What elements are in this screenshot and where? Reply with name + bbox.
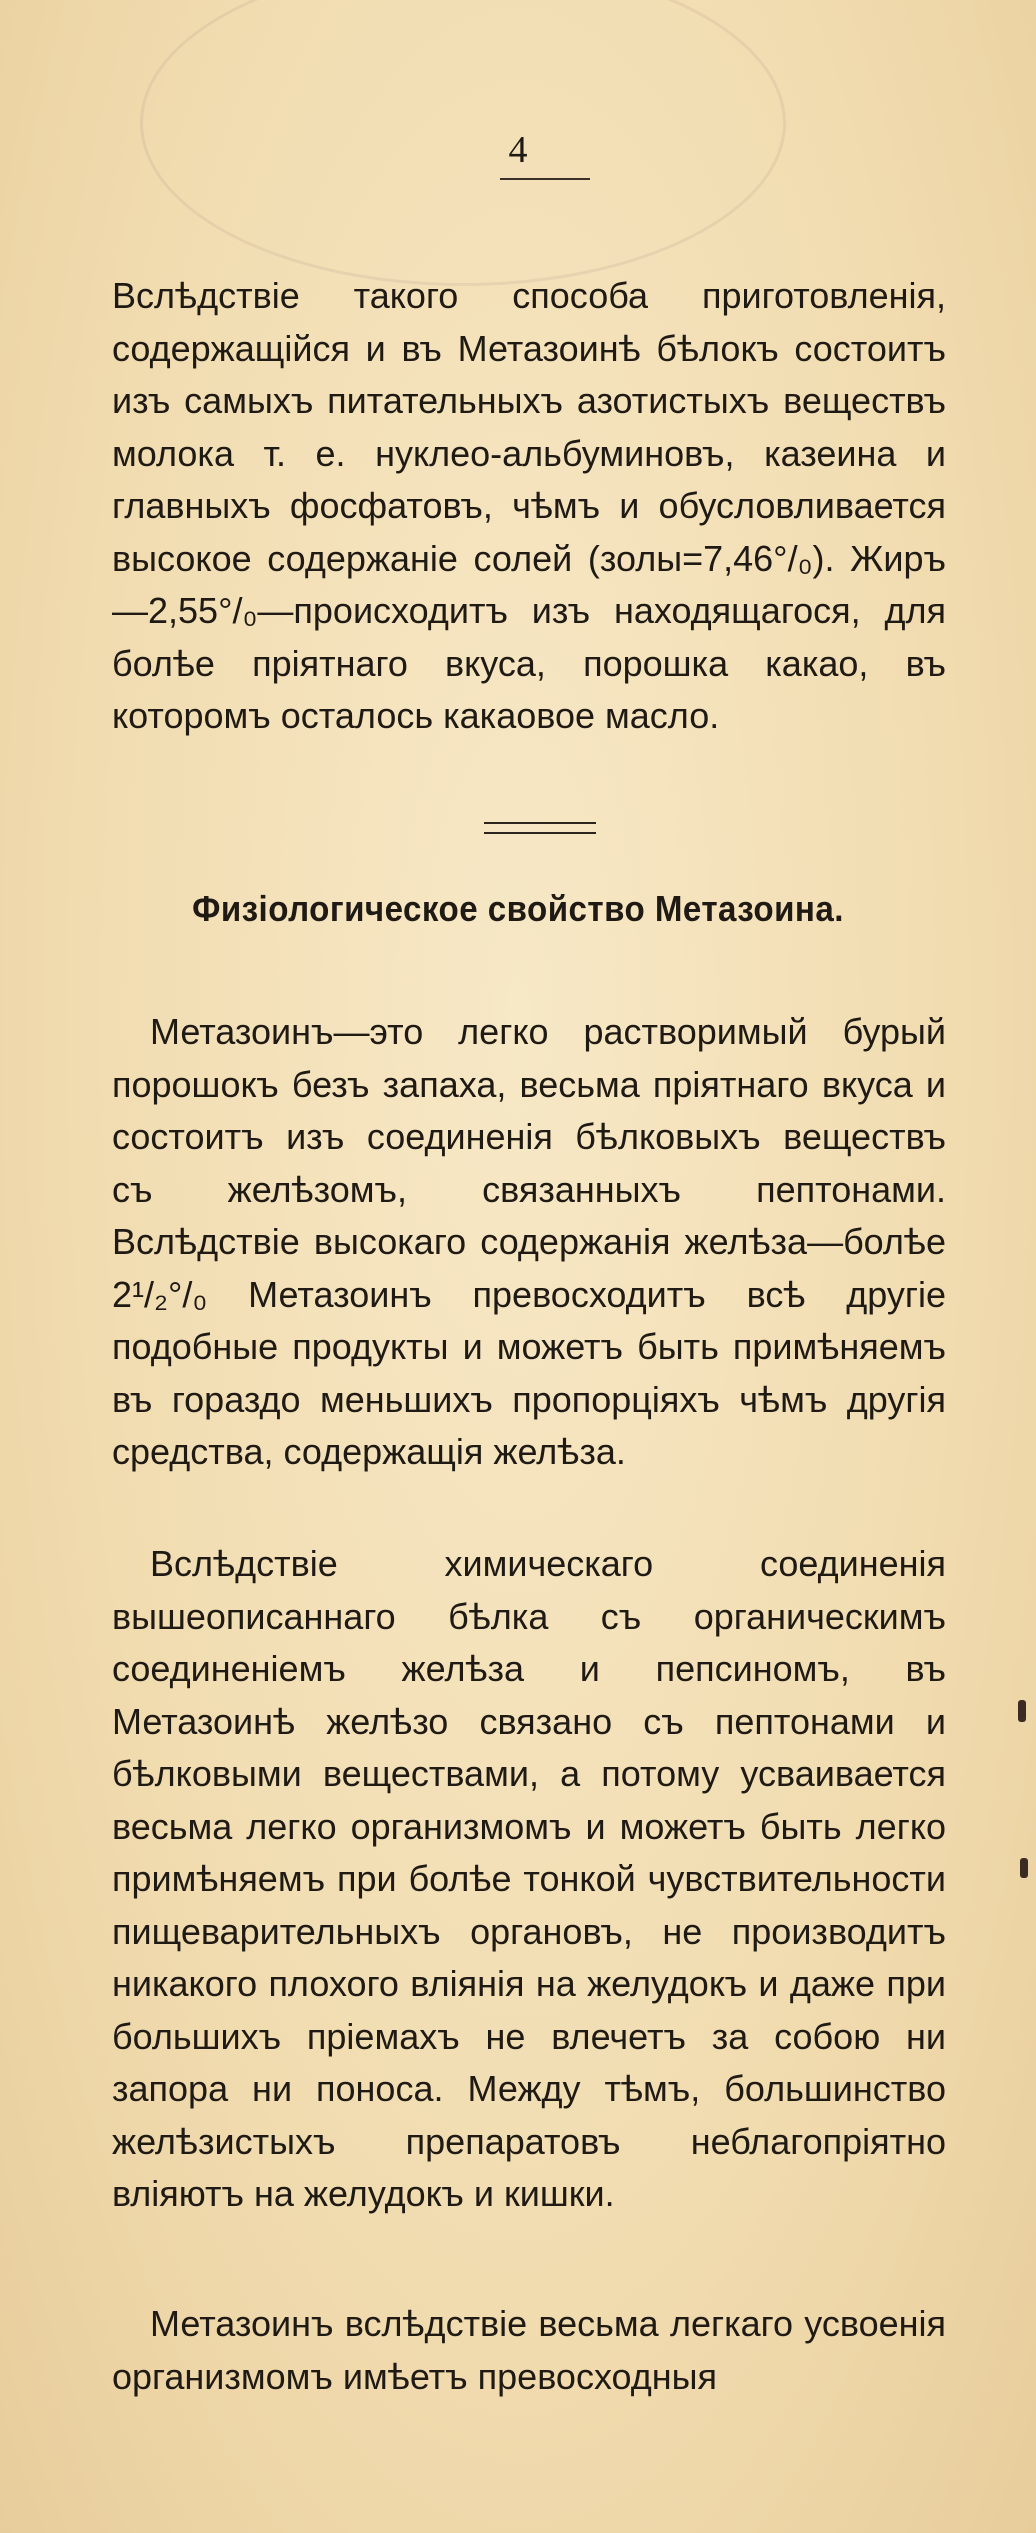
section-heading: Физіологическое свойство Метазоина. <box>192 888 844 929</box>
paragraph-chemistry: Вслѣдствіе химическаго соединенія вышеописаннаго бѣлка съ органическимъ соединеніемъ желѣза и пепсиномъ, въ Метазоинѣ желѣзо связано съ пептонами и бѣлковыми веществами, а потому усваивается весьма легко организмомъ и можетъ быть легко примѣняемъ при болѣе тонкой чувствительности пищеварительныхъ органовъ, не производитъ никакого плохого вліянія на желудокъ и даже при большихъ пріемахъ не влечетъ за собою ни запора ни поноса. Между тѣмъ, большинство желѣзистыхъ препаратовъ неблагопріятно вліяютъ на желудокъ и кишки. <box>112 1543 946 2214</box>
margin-mark <box>1020 1858 1028 1878</box>
page-number-underline <box>500 178 590 180</box>
paragraph-description: Метазоинъ—это легко растворимый бурый порошокъ безъ запаха, весьма пріятнаго вкуса и состоитъ изъ соединенія бѣлковыхъ веществъ съ желѣзомъ, связанныхъ пептонами. Вслѣдствіе высокаго содержанія желѣза—болѣе 2¹/₂°/₀ Метазоинъ превосходитъ всѣ другіе подобные продукты и можетъ быть примѣняемъ въ гораздо меньшихъ пропорціяхъ чѣмъ другія средства, содержащія желѣза. <box>112 1011 946 1472</box>
section-divider <box>484 822 596 834</box>
paragraph-absorption: Метазоинъ вслѣдствіе весьма легкаго усвоенія организмомъ имѣетъ превосходныя <box>112 2303 946 2397</box>
margin-mark <box>1018 1700 1026 1722</box>
page-number: 4 <box>508 129 528 171</box>
paragraph-composition: Вслѣдствіе такого способа приготовленія, содержащійся и въ Метазоинѣ бѣлокъ состоитъ изъ самыхъ питательныхъ азотистыхъ веществъ молока т. е. нуклео-альбуминовъ, казеина и главныхъ фосфатовъ, чѣмъ и обусловливается высокое содержаніе солей (золы=7,46°/₀). Жиръ—2,55°/₀—происходитъ изъ находящагося, для болѣе пріятнаго вкуса, порошка какао, въ которомъ осталось какаовое масло. <box>112 275 946 736</box>
